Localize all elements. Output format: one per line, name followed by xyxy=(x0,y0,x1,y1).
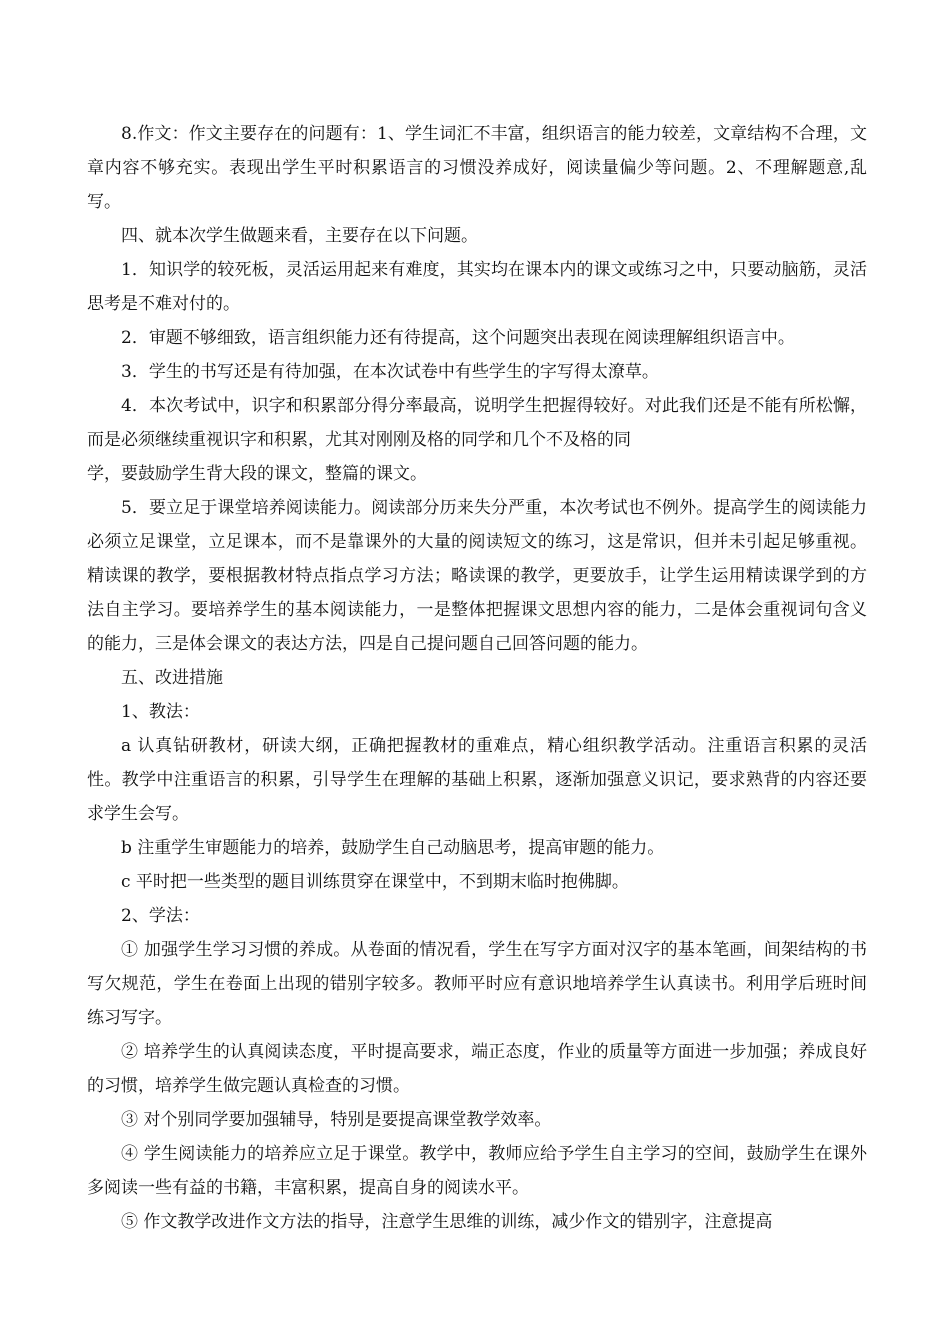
paragraph-problem-5: 5．要立足于课堂培养阅读能力。阅读部分历来失分严重，本次考试也不例外。提高学生的阅读能力必须立足课堂，立足课本，而不是靠课外的大量的阅读短文的练习，这是常识，但并未引起足够重视。精读课的教学，要根据教材特点指点学习方法；略读课的教学，更要放手，让学生运用精读课学到的方法自主学习。要培养学生的基本阅读能力，一是整体把握课文思想内容的能力，二是体会重视词句含义的能力，三是体会课文的表达方法，四是自己提问题自己回答问题的能力。 xyxy=(87,498,867,654)
paragraph-method-c: c 平时把一些类型的题目训练贯穿在课堂中，不到期末临时抱佛脚。 xyxy=(121,872,629,892)
paragraph-learning-3: ③ 对个别同学要加强辅导，特别是要提高课堂教学效率。 xyxy=(121,1110,552,1130)
paragraph-problem-4-continued: 学，要鼓励学生背大段的课文，整篇的课文。 xyxy=(87,464,427,484)
section-heading-improvements: 五、改进措施 xyxy=(121,668,223,688)
paragraph-problem-2: 2．审题不够细致，语言组织能力还有待提高，这个问题突出表现在阅读理解组织语言中。 xyxy=(121,328,795,348)
paragraph-problem-4: 4．本次考试中，识字和积累部分得分率最高，说明学生把握得较好。对此我们还是不能有所松懈，而是必须继续重视识字和积累，尤其对刚刚及格的同学和几个不及格的同 xyxy=(87,396,867,450)
paragraph-learning-4: ④ 学生阅读能力的培养应立足于课堂。教学中，教师应给予学生自主学习的空间，鼓励学生在课外多阅读一些有益的书籍，丰富积累，提高自身的阅读水平。 xyxy=(87,1144,867,1198)
document-body xyxy=(87,117,867,1239)
subheading-teaching-methods: 1、教法： xyxy=(121,702,200,722)
paragraph-problem-3: 3．学生的书写还是有待加强，在本次试卷中有些学生的字写得太潦草。 xyxy=(121,362,659,382)
paragraph-composition-issues: 8.作文：作文主要存在的问题有：1、学生词汇不丰富，组织语言的能力较差，文章结构不合理，文章内容不够充实。表现出学生平时积累语言的习惯没养成好，阅读量偏少等问题。2、不理解题意,乱写。 xyxy=(87,124,867,212)
paragraph-learning-1: ① 加强学生学习习惯的养成。从卷面的情况看，学生在写字方面对汉字的基本笔画，间架结构的书写欠规范，学生在卷面上出现的错别字较多。教师平时应有意识地培养学生认真读书。利用学后班时间练习写字。 xyxy=(87,940,867,1028)
paragraph-method-a: a 认真钻研教材，研读大纲，正确把握教材的重难点，精心组织教学活动。注重语言积累的灵活性。教学中注重语言的积累，引导学生在理解的基础上积累，逐渐加强意义识记，要求熟背的内容还要求学生会写。 xyxy=(87,736,867,824)
subheading-learning-methods: 2、学法： xyxy=(121,906,200,926)
paragraph-method-b: b 注重学生审题能力的培养，鼓励学生自己动脑思考，提高审题的能力。 xyxy=(121,838,665,858)
paragraph-problem-1: 1．知识学的较死板，灵活运用起来有难度，其实均在课本内的课文或练习之中，只要动脑筋，灵活思考是不难对付的。 xyxy=(87,260,867,314)
paragraph-learning-2: ② 培养学生的认真阅读态度，平时提高要求，端正态度，作业的质量等方面进一步加强；养成良好的习惯，培养学生做完题认真检查的习惯。 xyxy=(87,1042,867,1096)
section-heading-problems: 四、就本次学生做题来看，主要存在以下问题。 xyxy=(121,226,478,246)
paragraph-learning-5: ⑤ 作文教学改进作文方法的指导，注意学生思维的训练，减少作文的错别字，注意提高 xyxy=(121,1212,773,1232)
